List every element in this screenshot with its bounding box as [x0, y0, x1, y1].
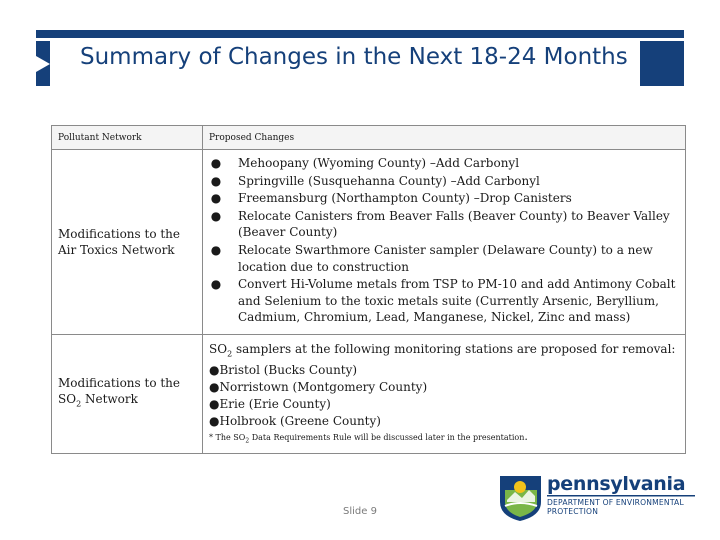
changes-cell-so2: [203, 334, 686, 453]
table-row: [52, 150, 686, 335]
bullet-icon: ●: [210, 191, 222, 206]
bullet-icon: ●: [209, 414, 220, 429]
list-item: ● Mehoopany (Wyoming County) –Add Carbonyl: [210, 156, 520, 170]
changes-table: [51, 125, 686, 454]
header-pollutant-network: Pollutant Network: [52, 126, 203, 150]
so2-footnote: * The $SO_2$ Data Requirements Rule will be discussed later in the presentation.: [209, 430, 528, 445]
network-cell-so2: [52, 334, 203, 453]
list-item: ● Relocate Canisters from Beaver Falls (Beaver County) to Beaver Valley (Beaver County): [210, 208, 670, 240]
bullet-icon: ●: [209, 363, 220, 378]
air-toxics-change-list: [204, 151, 684, 333]
so2-intro: $SO_2$ samplers at the following monitoring stations are proposed for removal:: [209, 341, 676, 359]
logo-wordmark: pennsylvania: [547, 473, 686, 495]
list-item: ●Bristol (Bucks County): [209, 363, 358, 378]
list-item: ●Holbrook (Greene County): [209, 414, 381, 429]
network-label-line1: Modifications to the: [58, 376, 181, 391]
network-label-line2: Air Toxics Network: [58, 242, 175, 257]
list-item: ●Erie (Erie County): [209, 397, 331, 412]
header-proposed-changes: Proposed Changes: [203, 126, 686, 150]
bullet-icon: ●: [210, 208, 222, 223]
bullet-icon: ●: [209, 397, 220, 412]
bullet-icon: ●: [210, 173, 222, 188]
table-row: [52, 334, 686, 453]
changes-cell-air-toxics: [203, 150, 686, 335]
bullet-icon: ●: [210, 242, 222, 257]
bullet-icon: ●: [210, 277, 222, 292]
title-arrow-icon: [36, 56, 50, 72]
list-item: ● Springville (Susquehanna County) –Add Carbonyl: [210, 173, 540, 188]
network-cell-air-toxics: [52, 150, 203, 335]
slide-number: Slide 9: [343, 506, 377, 517]
logo-subtitle: DEPARTMENT OF ENVIRONMENTAL PROTECTION: [547, 498, 684, 516]
network-label-line1: Modifications to the: [58, 226, 181, 241]
slide-title: Summary of Changes in the Next 18-24 Months: [80, 44, 628, 70]
list-item: ● Freemansburg (Northampton County) –Drop Canisters: [210, 191, 572, 206]
bullet-icon: ●: [210, 156, 222, 170]
network-label-line2: $SO_2$ Network: [58, 392, 138, 409]
title-accent-bar: [36, 30, 684, 38]
list-item: ● Convert Hi-Volume metals from TSP to PM-10 and add Antimony Cobalt and Selenium to the toxic metals suite (Currently Arsenic, Beryllium, Cadmium, Chromium, Lead, Manganese, Nickel, Zinc and mass): [210, 277, 676, 325]
list-item: ● Relocate Swarthmore Canister sampler (Delaware County) to a new location due to construction: [210, 242, 653, 274]
bullet-icon: ●: [209, 380, 220, 395]
list-item: ●Norristown (Montgomery County): [209, 380, 428, 395]
table-header-row: [52, 126, 686, 150]
